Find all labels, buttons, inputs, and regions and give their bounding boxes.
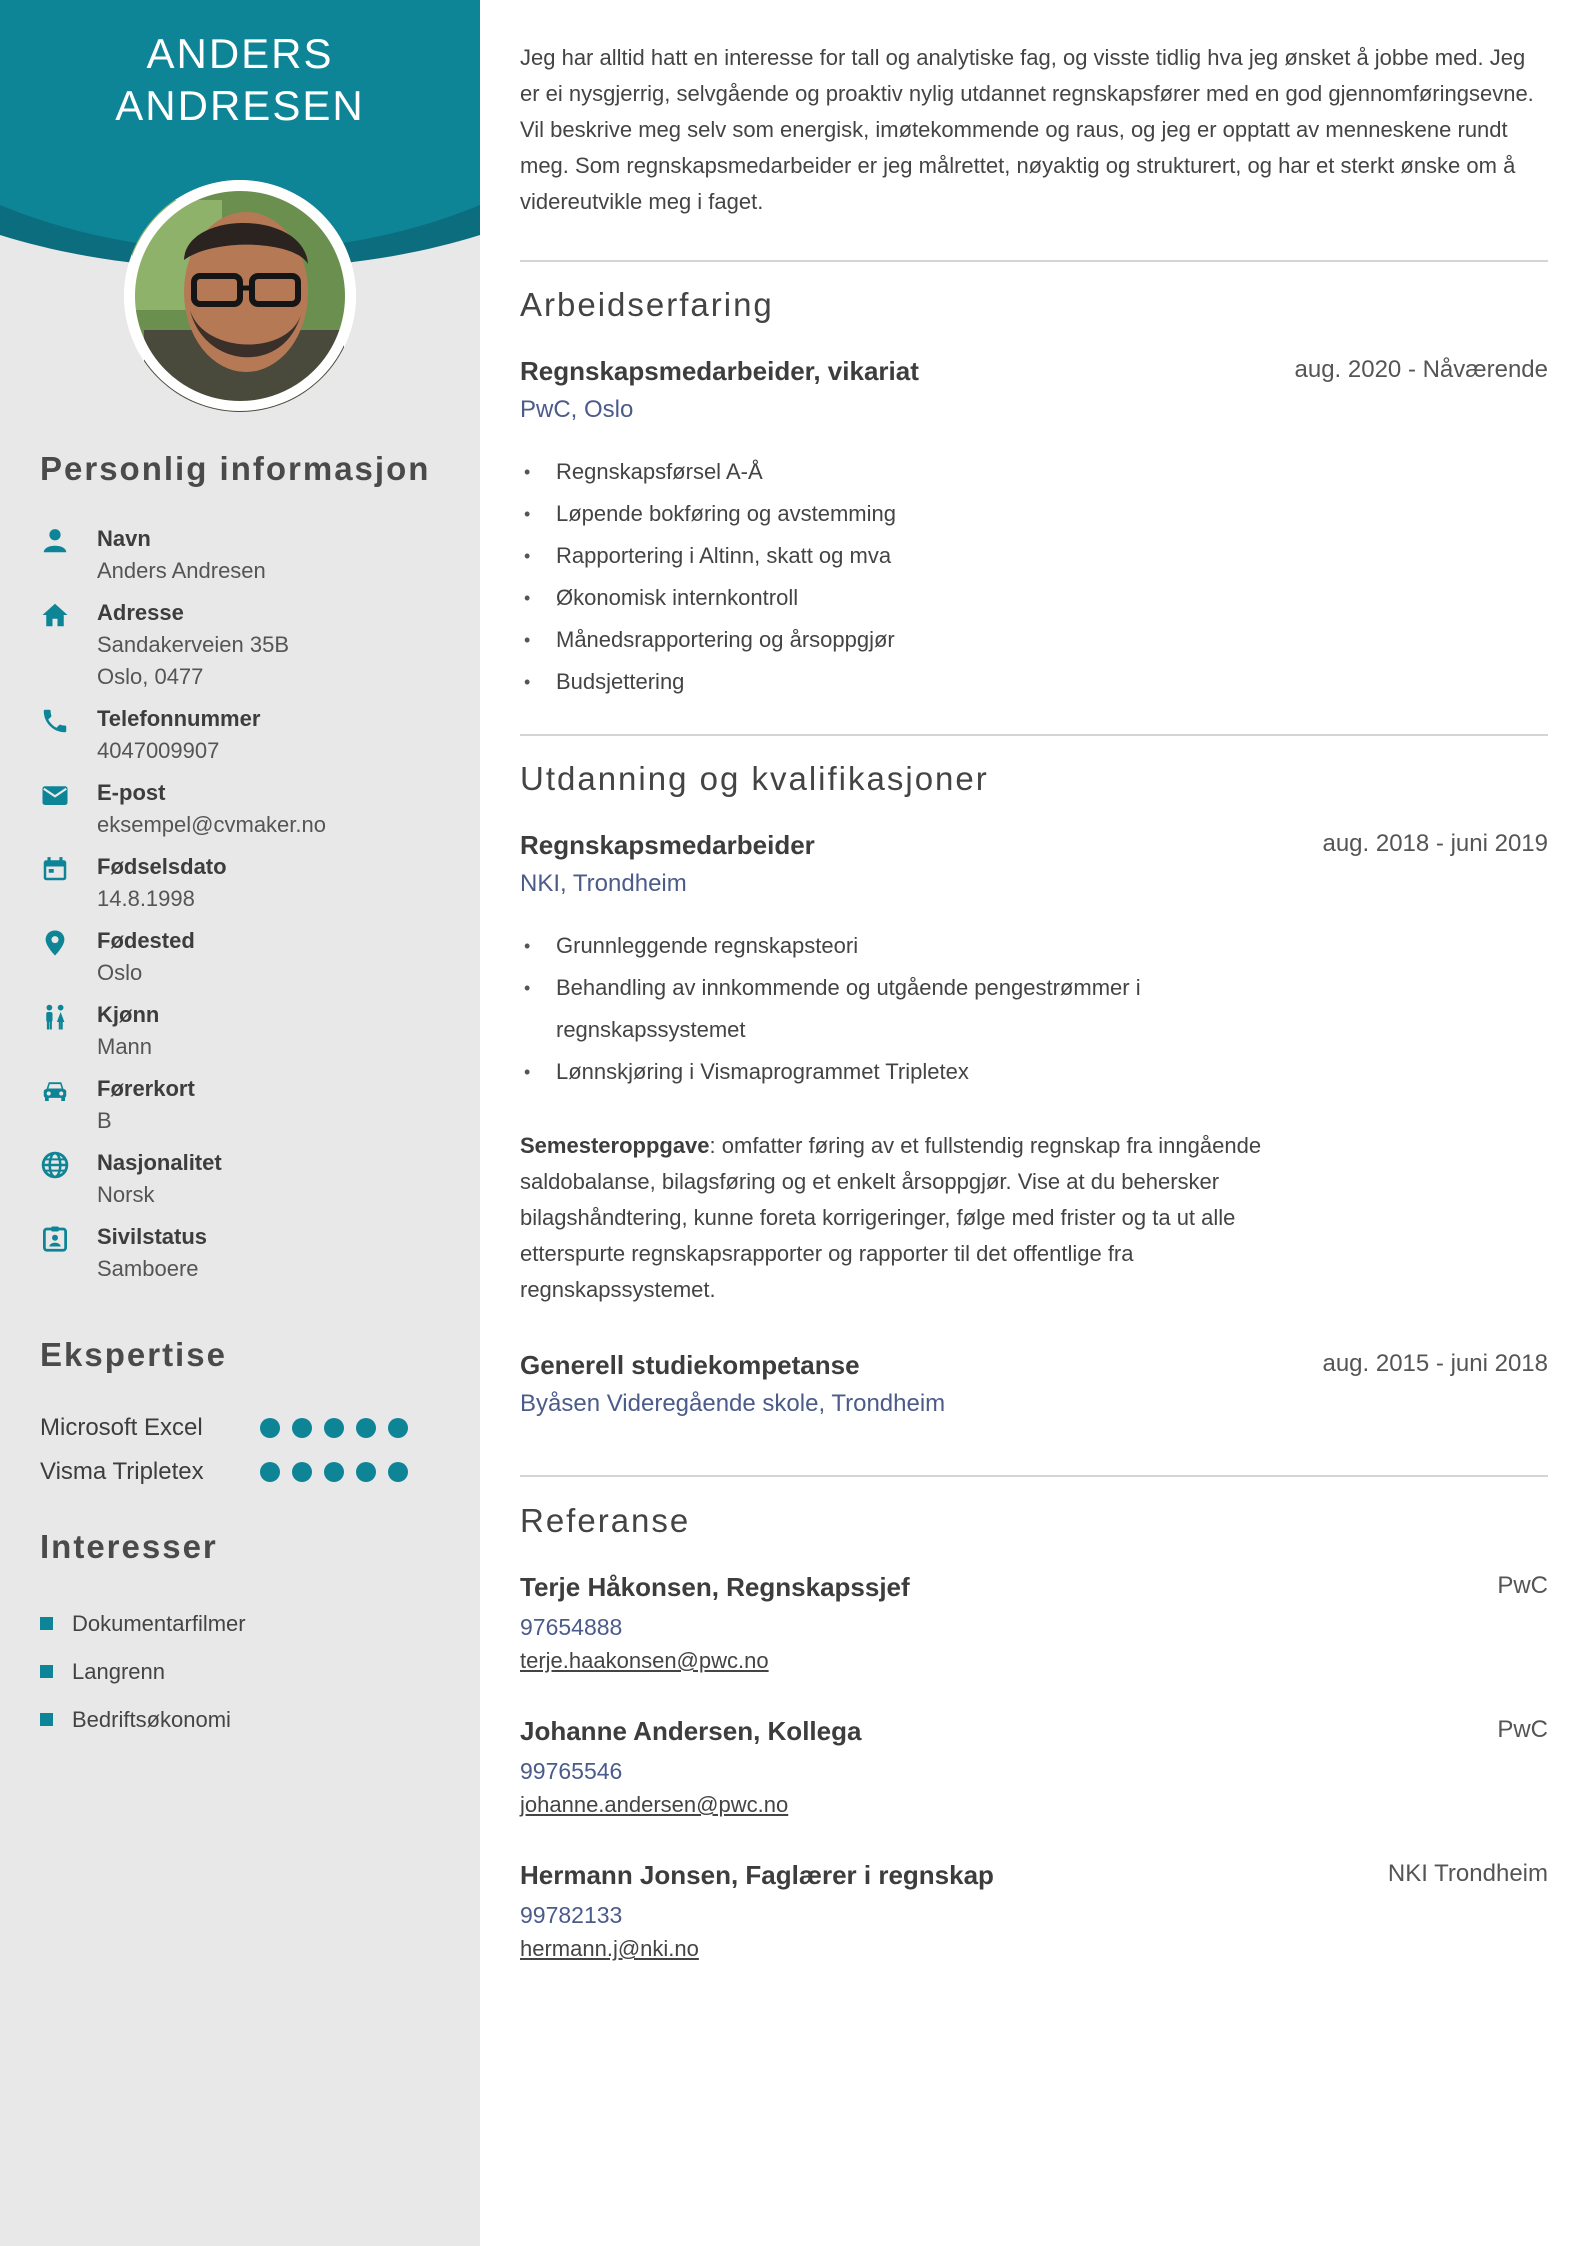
- personal-value: Mann: [97, 1034, 153, 1059]
- personal-info-section: [40, 450, 460, 488]
- mail-icon: [40, 780, 70, 810]
- job-date: aug. 2020 - Nåværende: [1294, 356, 1548, 383]
- globe-icon: [40, 1150, 70, 1180]
- skill-dot: [356, 1418, 376, 1438]
- reference-email-link[interactable]: johanne.andersen@pwc.no: [520, 1792, 789, 1817]
- education-school: Byåsen Videregående skole, Trondheim: [520, 1390, 946, 1417]
- personal-label: Fødested: [97, 928, 195, 953]
- first-name: ANDERS: [146, 30, 334, 77]
- square-bullet-icon: [40, 1665, 53, 1678]
- skill-row: [40, 1408, 420, 1448]
- personal-label: Navn: [97, 526, 151, 551]
- personal-item-nationality: [40, 1147, 460, 1221]
- education-title: Generell studiekompetanse: [520, 1350, 860, 1380]
- gender-icon: [40, 1002, 70, 1032]
- bullet-item: • Budsjettering: [520, 661, 1240, 703]
- personal-item-birthplace: [40, 925, 460, 999]
- skill-name: Visma Tripletex: [40, 1458, 204, 1485]
- skill-level-dots: [260, 1462, 408, 1482]
- personal-label: Sivilstatus: [97, 1224, 208, 1249]
- reference-email-link[interactable]: terje.haakonsen@pwc.no: [520, 1648, 769, 1673]
- personal-item-civil-status: [40, 1221, 460, 1295]
- skill-dot: [260, 1462, 280, 1482]
- personal-item-email: [40, 777, 460, 851]
- reference-name: Terje Håkonsen, Regnskapssjef: [520, 1572, 910, 1602]
- candidate-name: [0, 28, 480, 132]
- interest-label: Dokumentarfilmer: [72, 1611, 246, 1636]
- personal-info-list: [40, 523, 460, 1295]
- semester-assignment: [520, 1128, 1280, 1308]
- skill-name: Microsoft Excel: [40, 1414, 203, 1441]
- skill-dot: [388, 1462, 408, 1482]
- bullet-item: • Løpende bokføring og avstemming: [520, 493, 1240, 535]
- personal-label: Fødselsdato: [97, 854, 227, 879]
- personal-value: 4047009907: [97, 738, 220, 763]
- skill-level-dots: [260, 1418, 408, 1438]
- section-divider: [520, 734, 1548, 736]
- personal-label: Førerkort: [97, 1076, 195, 1101]
- profile-summary: Jeg har alltid hatt en interesse for tall og analytiske fag, og visste tidlig hva jeg ønsket å jobbe med. Jeg er ei nysgjerrig, selvgående og proaktiv nylig utdannet regnskapsfører med en god gjennomføringsevne. Vil beskrive meg selv som energisk, imøtekommende og raus, og jeg er opptatt av menneskene rundt meg. Som regnskapsmedarbeider er jeg målrettet, nøyaktig og strukturert, og har et sterkt ønske om å videreutvikle meg i faget.: [520, 45, 1534, 214]
- reference-company: PwC: [1497, 1572, 1548, 1599]
- bullet-item: • Månedsrapportering og årsoppgjør: [520, 619, 1240, 661]
- reference-name: Johanne Andersen, Kollega: [520, 1716, 862, 1746]
- person-icon: [40, 526, 70, 556]
- references-heading: Referanse: [520, 1502, 691, 1539]
- sidebar: [0, 0, 480, 2246]
- location-pin-icon: [40, 928, 70, 958]
- bullet-item: • Økonomisk internkontroll: [520, 577, 1240, 619]
- personal-label: E-post: [97, 780, 166, 805]
- skill-dot: [324, 1418, 344, 1438]
- skill-dot: [356, 1462, 376, 1482]
- semester-label: Semesteroppgave: [520, 1133, 710, 1158]
- personal-item-phone: [40, 703, 460, 777]
- job-tasks: [520, 451, 1240, 703]
- education-date: aug. 2018 - juni 2019: [1322, 830, 1548, 857]
- reference-phone: 97654888: [520, 1614, 623, 1640]
- bullet-item: • Rapportering i Altinn, skatt og mva: [520, 535, 1240, 577]
- last-name: ANDRESEN: [115, 82, 365, 129]
- home-icon: [40, 600, 70, 630]
- section-divider: [520, 260, 1548, 262]
- personal-value: Anders Andresen: [97, 558, 266, 583]
- personal-item-birthdate: [40, 851, 460, 925]
- reference-email-link[interactable]: hermann.j@nki.no: [520, 1936, 699, 1961]
- interest-label: Langrenn: [72, 1659, 165, 1684]
- profile-photo: [124, 180, 356, 412]
- personal-info-heading: Personlig informasjon: [40, 450, 431, 487]
- square-bullet-icon: [40, 1713, 53, 1726]
- personal-value: eksempel@cvmaker.no: [97, 812, 326, 837]
- personal-item-license: [40, 1073, 460, 1147]
- job-title: Regnskapsmedarbeider, vikariat: [520, 356, 919, 386]
- work-heading: Arbeidserfaring: [520, 286, 774, 323]
- personal-label: Adresse: [97, 600, 184, 625]
- skill-dot: [260, 1418, 280, 1438]
- bullet-item: • Behandling av innkommende og utgående pengestrømmer i regnskapssystemet: [520, 967, 1200, 1051]
- interest-label: Bedriftsøkonomi: [72, 1707, 231, 1732]
- skill-dot: [292, 1418, 312, 1438]
- phone-icon: [40, 706, 70, 736]
- personal-item-address: [40, 597, 460, 703]
- reference-phone: 99765546: [520, 1758, 623, 1784]
- reference-name: Hermann Jonsen, Faglærer i regnskap: [520, 1860, 994, 1890]
- section-divider: [520, 1475, 1548, 1477]
- personal-item-gender: [40, 999, 460, 1073]
- education-date: aug. 2015 - juni 2018: [1322, 1350, 1548, 1377]
- expertise-section: [40, 1336, 460, 1374]
- id-card-icon: [40, 1224, 70, 1254]
- bullet-item: • Grunnleggende regnskapsteori: [520, 925, 1200, 967]
- education-school: NKI, Trondheim: [520, 870, 687, 897]
- personal-label: Kjønn: [97, 1002, 160, 1027]
- interests-section: [40, 1528, 460, 1566]
- personal-label: Nasjonalitet: [97, 1150, 222, 1175]
- skill-dot: [388, 1418, 408, 1438]
- personal-item-name: [40, 523, 460, 597]
- reference-company: NKI Trondheim: [1387, 1860, 1548, 1887]
- car-icon: [40, 1076, 70, 1106]
- education-title: Regnskapsmedarbeider: [520, 830, 815, 860]
- personal-value: 14.8.1998: [97, 886, 195, 911]
- skill-row: [40, 1452, 420, 1492]
- expertise-heading: Ekspertise: [40, 1336, 227, 1373]
- reference-phone: 99782133: [520, 1902, 623, 1928]
- education-heading: Utdanning og kvalifikasjoner: [520, 760, 989, 797]
- bullet-item: • Regnskapsførsel A-Å: [520, 451, 1240, 493]
- interests-heading: Interesser: [40, 1528, 218, 1565]
- reference-company: PwC: [1497, 1716, 1548, 1743]
- personal-value: Oslo: [97, 960, 143, 985]
- skill-dot: [292, 1462, 312, 1482]
- education-topics: [520, 925, 1200, 1093]
- personal-value: Norsk: [97, 1182, 155, 1207]
- personal-value: Sandakerveien 35B Oslo, 0477: [97, 632, 290, 689]
- personal-label: Telefonnummer: [97, 706, 261, 731]
- bullet-item: • Lønnskjøring i Vismaprogrammet Tripletex: [520, 1051, 1200, 1093]
- semester-text: : omfatter føring av et fullstendig regnskap fra inngående saldobalanse, bilagsføring og et enkelt årsoppgjør. Vise at du behersker bilagshåndtering, kunne foreta korrigeringer, følge med frister og ta ut alle etterspurte regnskapsrapporter og rapporter til det offentlige fra regnskapssystemet.: [520, 1133, 1262, 1302]
- job-employer: PwC, Oslo: [520, 396, 634, 423]
- personal-value: B: [97, 1108, 112, 1133]
- calendar-icon: [40, 854, 70, 884]
- personal-value: Samboere: [97, 1256, 199, 1281]
- skill-dot: [324, 1462, 344, 1482]
- square-bullet-icon: [40, 1617, 53, 1630]
